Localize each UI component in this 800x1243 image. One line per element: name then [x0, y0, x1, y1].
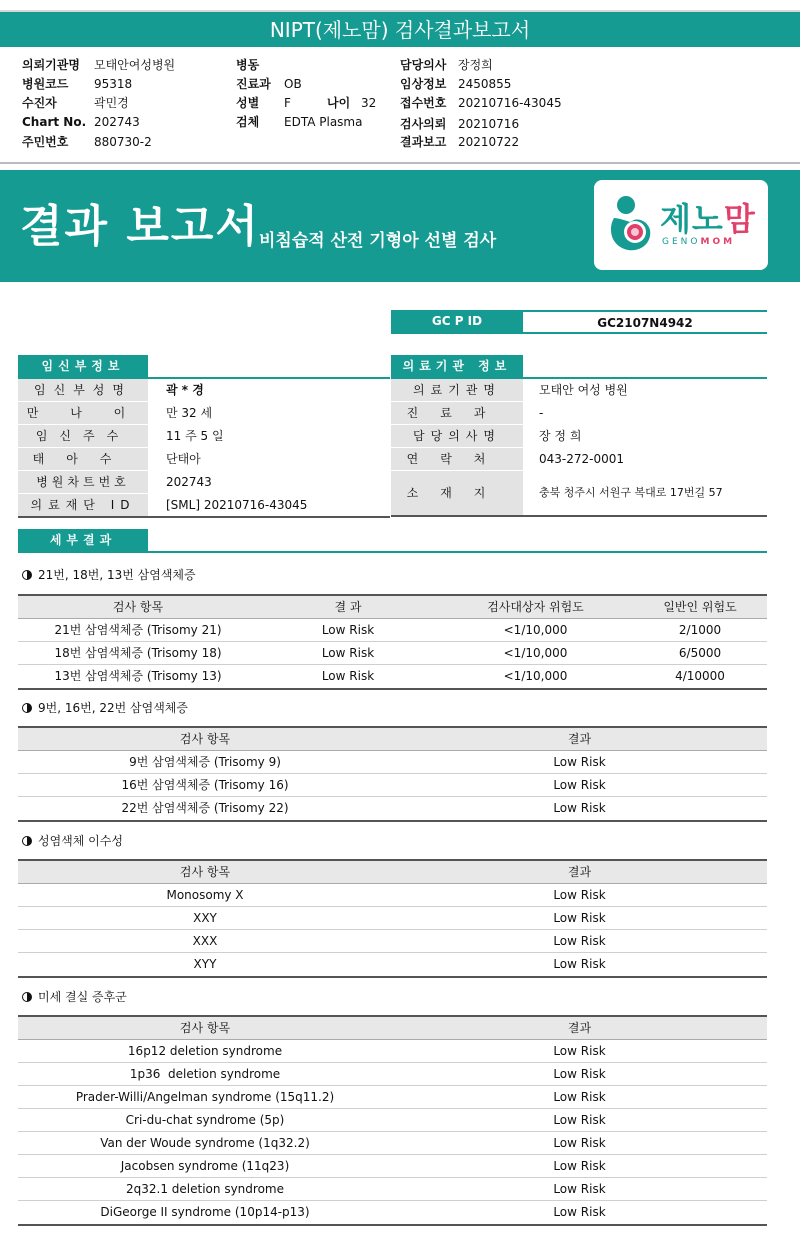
mother-baby-icon: [608, 194, 654, 254]
patient-row-weeks: 임신주수 11 주 5 일: [18, 425, 390, 448]
patient-row-fetus: 태아수 단태아: [18, 448, 390, 471]
table-row: XYY Low Risk: [193, 957, 606, 971]
group3-table: [18, 859, 767, 978]
info-chart-no: Chart No. 202743: [22, 115, 140, 129]
hospital-row-dept: 진료과 -: [391, 402, 767, 425]
half-circle-icon: [22, 992, 32, 1002]
table-row: 16번 삼염색체증 (Trisomy 16) Low Risk: [18, 774, 767, 797]
info-ward: 병동: [236, 58, 260, 72]
half-circle-icon: [22, 703, 32, 713]
logo-wordmark: 제노맘: [660, 200, 756, 238]
group4-table: [18, 1015, 767, 1226]
genomom-logo: [594, 180, 768, 270]
table-row: 2q32.1 deletion syndrome Low Risk: [18, 1178, 767, 1201]
info-clinical: 임상정보 2450855: [400, 77, 512, 91]
gcp-id-box: [391, 310, 767, 334]
gcp-id-label: GC P ID: [391, 310, 523, 332]
group1-table: [18, 594, 767, 690]
info-hospital-name: 의뢰기관명 모태안여성병원: [22, 58, 176, 72]
banner-title: 결과 보고서: [20, 201, 260, 252]
logo-subtext: GENOMOM: [662, 237, 736, 247]
info-patient: 수진자 곽민경: [22, 96, 129, 110]
info-resident-no: 주민번호 880730-2: [22, 135, 152, 149]
info-hospital-code: 병원코드 95318: [22, 77, 133, 91]
info-request-date: 검사의뢰 20210716: [400, 117, 520, 131]
info-sex: 성별 F: [236, 96, 291, 110]
table-row: Monosomy X Low Risk: [18, 884, 767, 907]
group2-table: [18, 726, 767, 822]
request-info: [22, 56, 782, 156]
info-doctor: 담당의사 장정희: [400, 58, 493, 72]
group2-heading: 9번, 16번, 22번 삼염색체증: [22, 699, 188, 716]
table-row: 18번 삼염색체증 (Trisomy 18) Low Risk <1/10,000 6/5000: [18, 642, 767, 665]
table-row: XXY Low Risk: [18, 907, 767, 930]
tab-hospital-info: 의료기관 정보: [391, 355, 523, 377]
result-banner: [0, 170, 800, 282]
patient-row-name: 임신부성명 곽 * 경: [18, 379, 390, 402]
info-report-date: 결과보고 20210722: [400, 135, 520, 149]
hospital-row-doctor: 담당의사명 장 정 희: [391, 425, 767, 448]
group1-heading: 21번, 18번, 13번 삼염색체증: [22, 566, 196, 583]
table-header-row: 검사 항목 결 과 검사대상자 위험도 일반인 위험도: [18, 596, 767, 619]
table-row: XXX Low Risk: [18, 930, 767, 953]
detail-tab-line: [18, 551, 767, 553]
tab-patient-info: 임신부정보: [18, 355, 148, 377]
hospital-row-contact: 연락처 043-272-0001: [391, 448, 767, 471]
table-header-row: 검사 항목 결과: [18, 728, 767, 751]
table-row: 13번 삼염색체증 (Trisomy 13) Low Risk <1/10,000 4/10000: [54, 669, 725, 683]
hospital-row-address: 소재지 충북 청주시 서원구 복대로 17번길 57: [391, 471, 767, 517]
table-row: Jacobsen syndrome (11q23) Low Risk: [18, 1155, 767, 1178]
patient-row-chart: 병원차트번호 202743: [18, 471, 390, 494]
half-circle-icon: [22, 836, 32, 846]
table-row: 1p36 deletion syndrome Low Risk: [18, 1063, 767, 1086]
info-age: 나이 32: [327, 96, 377, 110]
table-header-row: 검사 항목 결과: [18, 1017, 767, 1040]
group3-heading: 성염색체 이수성: [22, 832, 123, 849]
table-row: Van der Woude syndrome (1q32.2) Low Risk: [18, 1132, 767, 1155]
gcp-id-value: GC2107N4942: [523, 310, 767, 332]
patient-row-age: 만 나 이 만 32 세: [18, 402, 390, 425]
banner-subtitle: 비침습적 산전 기형아 선별 검사: [259, 231, 497, 251]
tab-detail-results: 세부결과: [18, 529, 148, 551]
patient-row-foundation-id: 의료재단 ID [SML] 20210716-43045: [18, 494, 390, 518]
table-row: Prader-Willi/Angelman syndrome (15q11.2) Low Risk: [18, 1086, 767, 1109]
table-row: Cri-du-chat syndrome (5p) Low Risk: [18, 1109, 767, 1132]
half-circle-icon: [22, 570, 32, 580]
table-row: 22번 삼염색체증 (Trisomy 22) Low Risk: [121, 801, 606, 815]
report-title: NIPT(제노맘) 검사결과보고서: [0, 10, 800, 47]
table-row: DiGeorge II syndrome (10p14-p13) Low Risk: [100, 1205, 606, 1219]
info-specimen: 검체 EDTA Plasma: [236, 115, 363, 129]
table-row: 21번 삼염색체증 (Trisomy 21) Low Risk <1/10,000 2/1000: [18, 619, 767, 642]
info-department: 진료과 OB: [236, 77, 302, 91]
table-row: 16p12 deletion syndrome Low Risk: [18, 1040, 767, 1063]
info-receipt-no: 접수번호 20210716-43045: [400, 96, 562, 110]
group4-heading: 미세 결실 증후군: [22, 988, 127, 1005]
table-header-row: 검사 항목 결과: [18, 861, 767, 884]
header-divider: [0, 162, 800, 164]
hospital-row-name: 의료기관명 모태안 여성 병원: [391, 379, 767, 402]
table-row: 9번 삼염색체증 (Trisomy 9) Low Risk: [18, 751, 767, 774]
